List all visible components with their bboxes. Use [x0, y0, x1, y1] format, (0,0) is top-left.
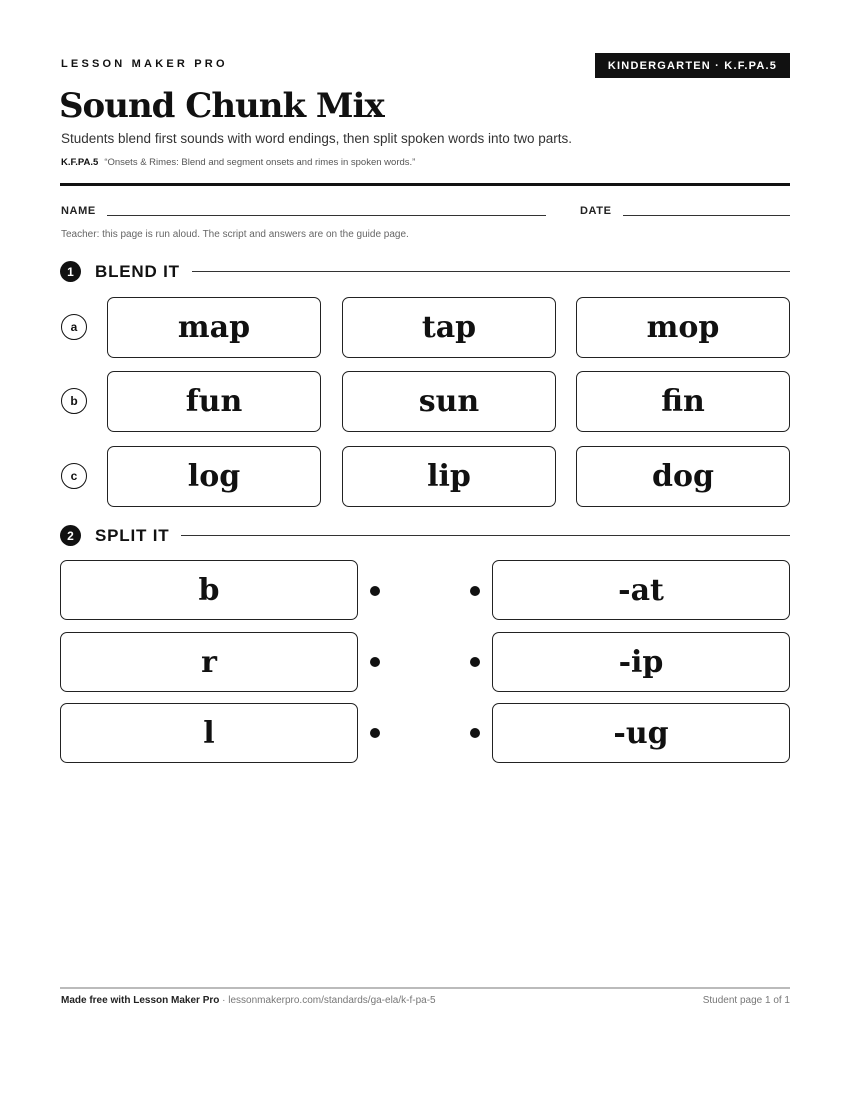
brand-name: LESSON MAKER PRO — [61, 58, 228, 70]
date-label: DATE — [580, 205, 612, 217]
word-card[interactable]: lip — [342, 446, 556, 507]
footer-divider — [60, 987, 790, 989]
section-split-header — [60, 525, 790, 546]
standard-line — [61, 157, 415, 168]
footer-url[interactable]: · lessonmakerpro.com/standards/ga-ela/k-f-pa-5 — [219, 995, 436, 1006]
standard-text: “Onsets & Rimes: Blend and segment onsets and rimes in spoken words.” — [104, 157, 416, 168]
match-dot-left[interactable] — [370, 728, 380, 738]
word-card[interactable]: fin — [576, 371, 790, 432]
rime-card[interactable]: -ug — [492, 703, 790, 763]
footer-page-number: Student page 1 of 1 — [702, 995, 790, 1006]
rime-card[interactable]: -ip — [492, 632, 790, 692]
teacher-note: Teacher: this page is run aloud. The script and answers are on the guide page. — [61, 229, 409, 240]
word-card[interactable]: mop — [576, 297, 790, 358]
rime-card[interactable]: -at — [492, 560, 790, 620]
row-letter-a: a — [61, 314, 87, 340]
match-dot-right[interactable] — [470, 728, 480, 738]
footer-credit — [61, 995, 436, 1006]
section-number: 1 — [60, 261, 81, 282]
word-card[interactable]: map — [107, 297, 321, 358]
onset-card[interactable]: r — [60, 632, 358, 692]
section-blend-header — [60, 261, 790, 282]
page-subtitle: Students blend first sounds with word endings, then split spoken words into two parts. — [61, 131, 573, 146]
match-dot-left[interactable] — [370, 586, 380, 596]
row-letter-c: c — [61, 463, 87, 489]
match-dot-right[interactable] — [470, 657, 480, 667]
header-divider — [60, 183, 790, 186]
word-card[interactable]: sun — [342, 371, 556, 432]
row-letter-b: b — [61, 388, 87, 414]
section-rule — [181, 535, 790, 536]
page-title: Sound Chunk Mix — [59, 86, 384, 126]
name-label: NAME — [61, 205, 96, 217]
date-field[interactable] — [623, 215, 790, 216]
grade-badge: KINDERGARTEN · K.F.PA.5 — [595, 53, 790, 78]
section-title: BLEND IT — [95, 261, 180, 281]
word-card[interactable]: log — [107, 446, 321, 507]
section-title: SPLIT IT — [95, 525, 170, 545]
onset-card[interactable]: b — [60, 560, 358, 620]
word-card[interactable]: tap — [342, 297, 556, 358]
onset-card[interactable]: l — [60, 703, 358, 763]
section-rule — [192, 271, 790, 272]
match-dot-right[interactable] — [470, 586, 480, 596]
standard-code: K.F.PA.5 — [61, 157, 99, 168]
word-card[interactable]: fun — [107, 371, 321, 432]
section-number: 2 — [60, 525, 81, 546]
footer-made-with: Made free with Lesson Maker Pro — [61, 995, 220, 1006]
word-card[interactable]: dog — [576, 446, 790, 507]
match-dot-left[interactable] — [370, 657, 380, 667]
name-field[interactable] — [107, 215, 546, 216]
